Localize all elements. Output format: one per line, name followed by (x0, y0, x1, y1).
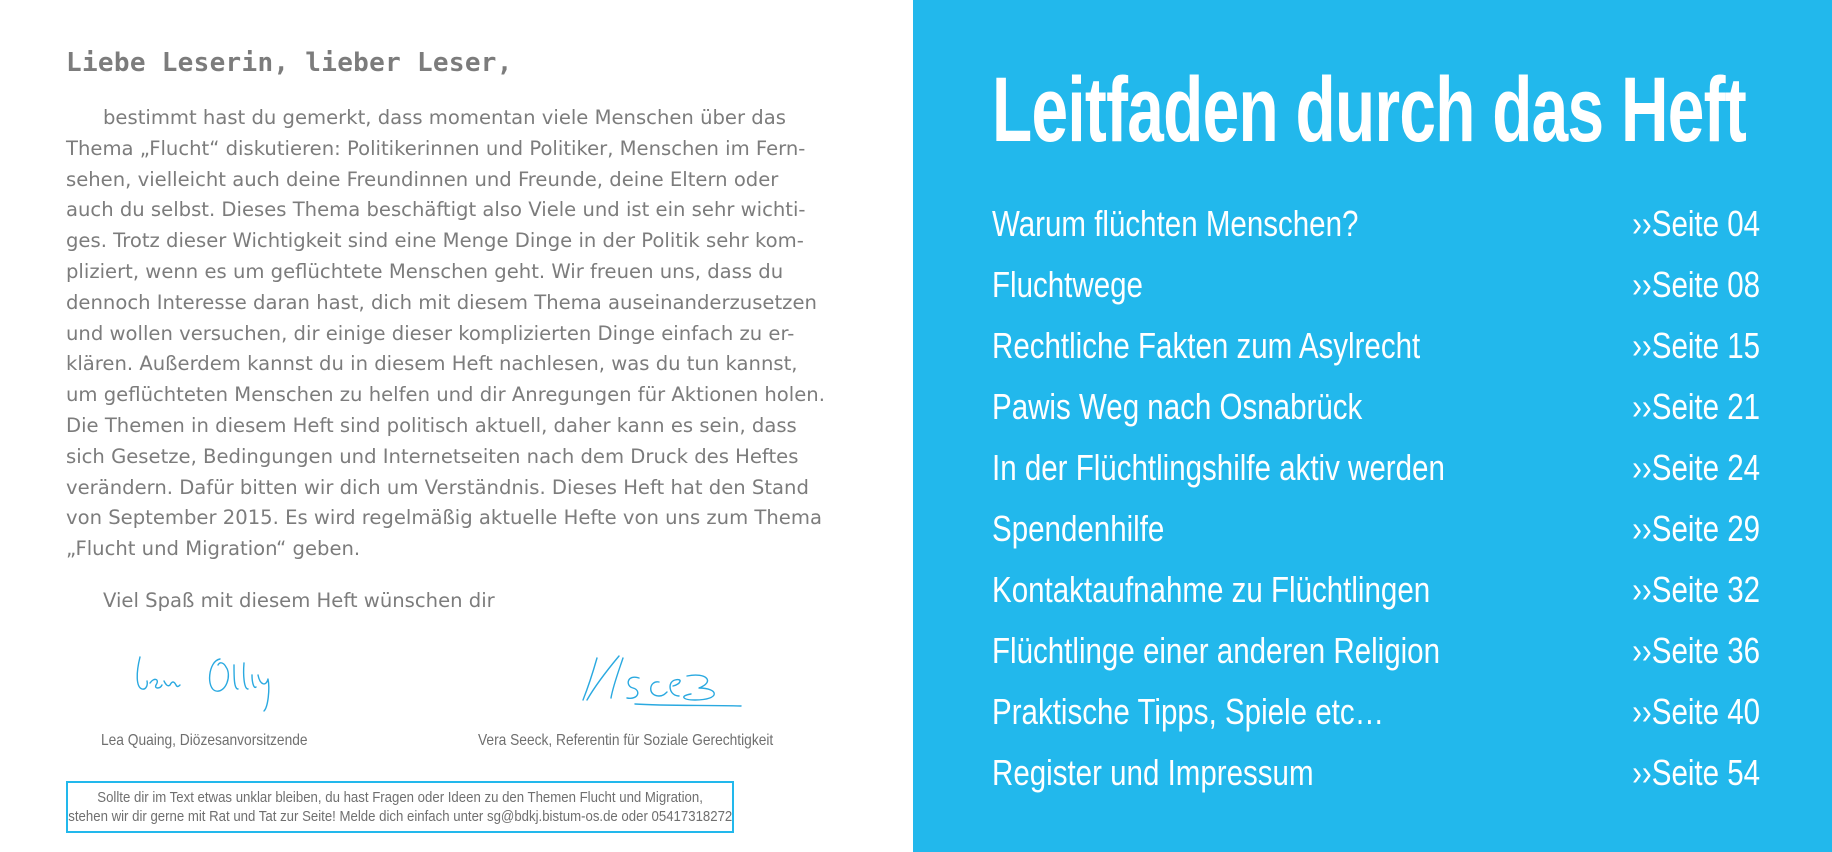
toc-item-page: ››Seite 54 (1632, 752, 1760, 793)
toc-item (992, 503, 1760, 564)
toc-item (992, 686, 1760, 747)
letter-line: um geflüchteten Menschen zu helfen und dir Anregungen für Aktionen holen. (66, 383, 825, 407)
left-page (0, 0, 913, 852)
contact-line-2: stehen wir dir gerne mit Rat und Tat zur Seite! Melde dich einfach unter sg@bdkj.bistum-os.de oder 05417318272 (67, 808, 733, 825)
letter-line: klären. Außerdem kannst du in diesem Heft nachlesen, was du tun kannst, (66, 352, 798, 376)
contact-box (66, 781, 734, 833)
toc-item (992, 564, 1760, 625)
toc-item-label: Fluchtwege (992, 264, 1143, 305)
toc-item-label: Spendenhilfe (992, 508, 1165, 549)
letter-line: von September 2015. Es wird regelmäßig aktuelle Hefte von uns zum Thema (66, 506, 822, 530)
toc-item (992, 381, 1760, 442)
letter-closing: Viel Spaß mit diesem Heft wünschen dir (103, 589, 495, 612)
toc-item (992, 320, 1760, 381)
toc-item-label: Pawis Weg nach Osnabrück (992, 386, 1363, 427)
signature-vera-image (575, 650, 745, 720)
toc-item (992, 625, 1760, 686)
contact-line-1: Sollte dir im Text etwas unklar bleiben, du hast Fragen oder Ideen zu den Themen Flucht und Migration, (97, 789, 703, 806)
letter-line: ges. Trotz dieser Wichtigkeit sind eine Menge Dinge in der Politik sehr kom- (66, 229, 804, 253)
toc-item (992, 259, 1760, 320)
toc-item (992, 198, 1760, 259)
toc-item-label: Flüchtlinge einer anderen Religion (992, 630, 1441, 671)
table-of-contents (992, 198, 1760, 808)
toc-item-page: ››Seite 29 (1632, 508, 1760, 549)
signature-lea-image (130, 645, 320, 715)
toc-item-label: Register und Impressum (992, 752, 1314, 793)
letter-line: „Flucht und Migration“ geben. (66, 537, 361, 561)
letter-line: pliziert, wenn es um geflüchtete Menschen geht. Wir freuen uns, dass du (66, 259, 784, 283)
letter-body (66, 103, 841, 565)
letter-line: Thema „Flucht“ diskutieren: Politikerinnen und Politiker, Menschen im Fern- (66, 136, 806, 160)
toc-item-page: ››Seite 24 (1632, 447, 1760, 488)
toc-item-page: ››Seite 08 (1632, 264, 1760, 305)
toc-item (992, 747, 1760, 808)
toc-item-label: In der Flüchtlingshilfe aktiv werden (992, 447, 1445, 488)
toc-item-page: ››Seite 36 (1632, 630, 1760, 671)
letter-line: sich Gesetze, Bedingungen und Internetseiten nach dem Druck des Heftes (66, 444, 799, 468)
toc-item-page: ››Seite 32 (1632, 569, 1760, 610)
signer-lea-name: Lea Quaing, Diözesanvorsitzende (101, 732, 308, 749)
letter-greeting: Liebe Leserin, lieber Leser, (66, 48, 513, 78)
letter-line: verändern. Dafür bitten wir dich um Verständnis. Dieses Heft hat den Stand (66, 475, 809, 499)
toc-title: Leitfaden durch das Heft (992, 59, 1747, 161)
toc-item-page: ››Seite 40 (1632, 691, 1760, 732)
toc-item-label: Warum flüchten Menschen? (992, 203, 1359, 244)
toc-item-page: ››Seite 15 (1632, 325, 1760, 366)
signer-vera-name: Vera Seeck, Referentin für Soziale Gerechtigkeit (478, 732, 774, 749)
letter-line: sehen, vielleicht auch deine Freundinnen und Freunde, deine Eltern oder (66, 167, 779, 191)
letter-line: und wollen versuchen, dir einige dieser komplizierten Dinge einfach zu er- (66, 321, 795, 345)
toc-item-label: Rechtliche Fakten zum Asylrecht (992, 325, 1421, 366)
letter-line: bestimmt hast du gemerkt, dass momentan viele Menschen über das (103, 106, 786, 129)
toc-item-page: ››Seite 04 (1632, 203, 1760, 244)
toc-item-page: ››Seite 21 (1632, 386, 1760, 427)
letter-line: Die Themen in diesem Heft sind politisch aktuell, daher kann es sein, dass (66, 413, 797, 437)
letter-line: dennoch Interesse daran hast, dich mit diesem Thema auseinanderzusetzen (66, 290, 817, 314)
toc-item-label: Kontaktaufnahme zu Flüchtlingen (992, 569, 1431, 610)
toc-item-label: Praktische Tipps, Spiele etc… (992, 691, 1385, 732)
toc-item (992, 442, 1760, 503)
letter-line: auch du selbst. Dieses Thema beschäftigt also Viele und ist ein sehr wichti- (66, 198, 806, 222)
